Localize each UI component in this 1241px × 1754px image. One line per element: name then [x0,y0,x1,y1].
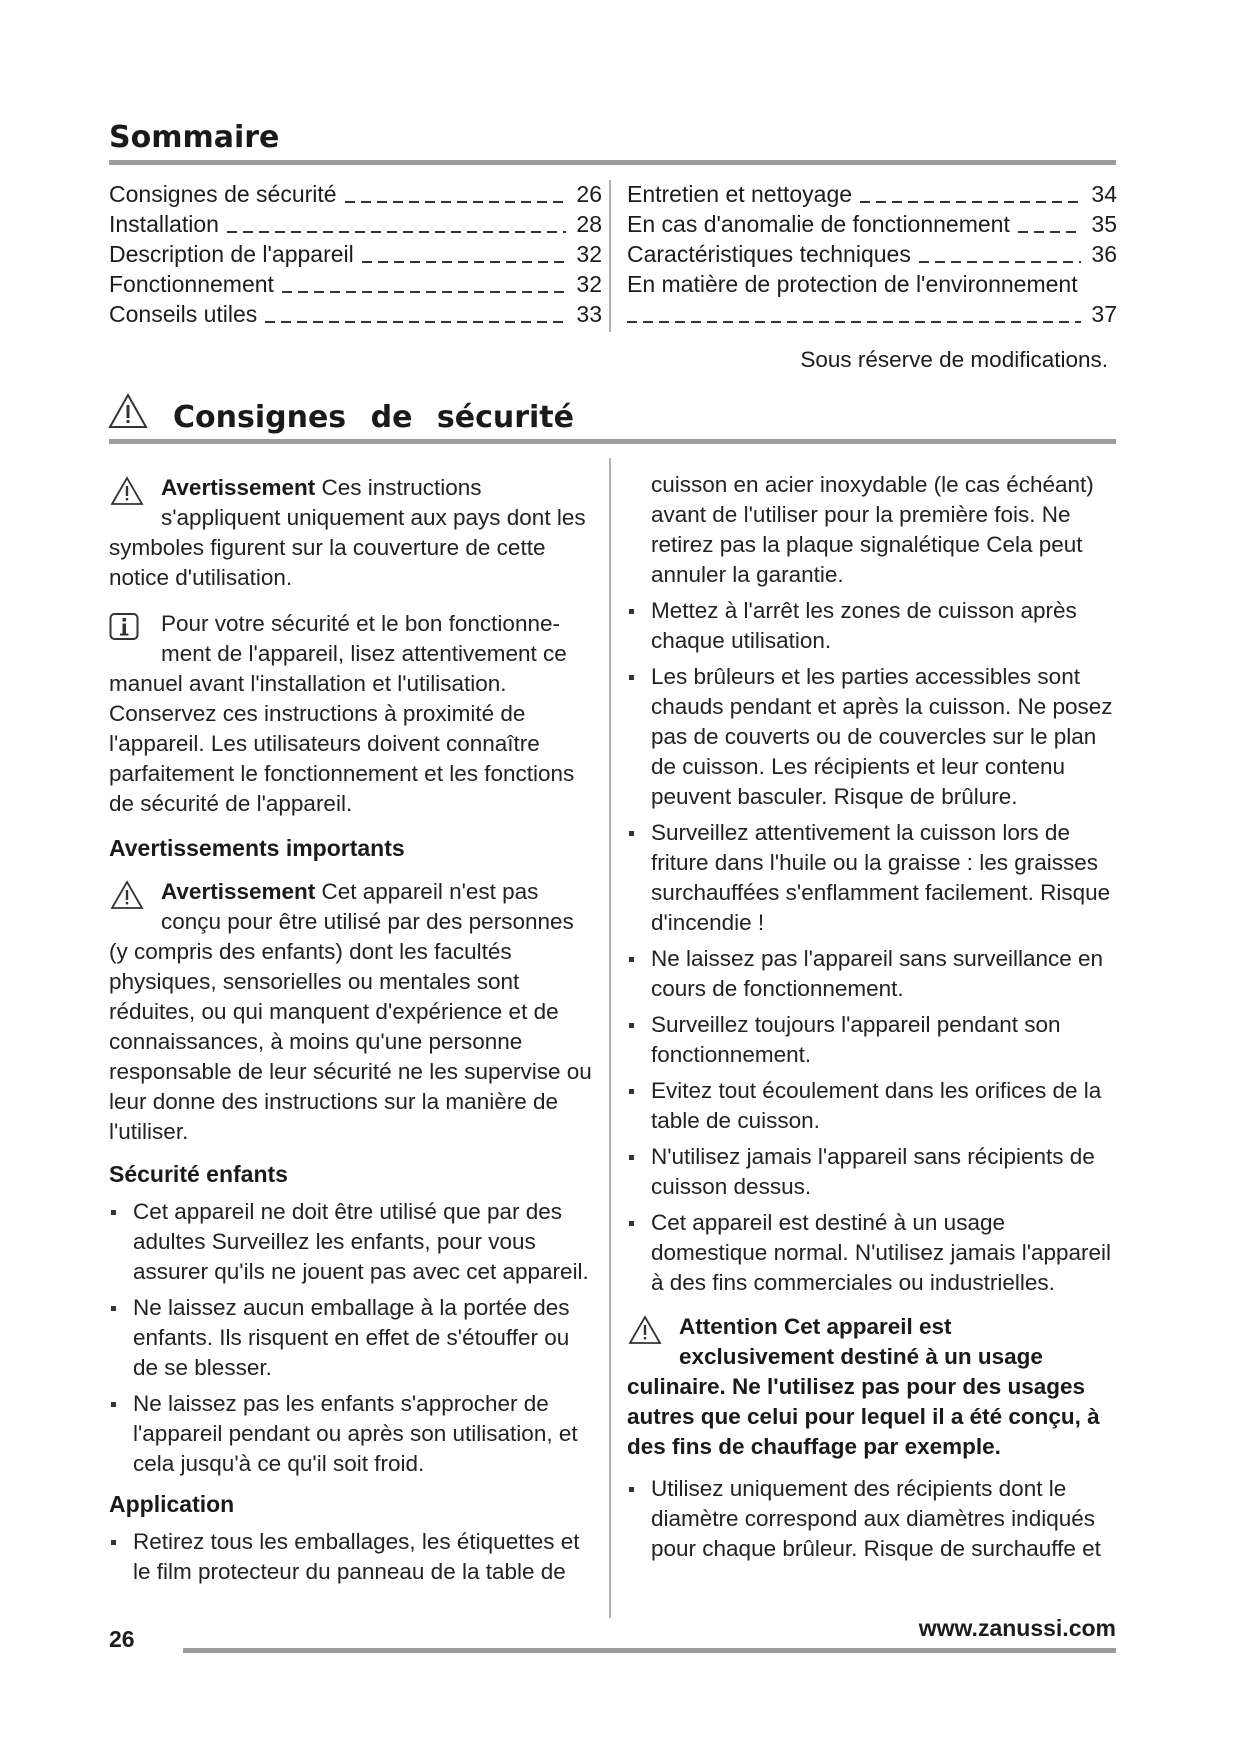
warning-triangle-icon [107,392,149,430]
info-icon [109,611,139,641]
toc-entry[interactable]: Consignes de sécurité 26 [109,181,602,207]
warning-text: conçu pour être utilisé par des personnes (y compris des enfants) dont les facultés physiques, sensorielles ou mentales sont réduites, ou qui manquent d'expérience et de connaissances, à moins qu'une personne responsable de leur sécurité ne les supervise ou leur donne des instructions sur la manière de l'utiliser. [109,909,592,1144]
list-item: Ne laissez aucun emballage à la portée des enfants. Ils risquent en effet de s'étouffer ou de se blesser. [109,1293,597,1383]
toc-column-divider [609,180,611,332]
safety-title: Consignes de sécurité [173,400,574,435]
toc-left-column [109,179,602,329]
list-item: Ne laissez pas l'appareil sans surveillance en cours de fonctionnement. [627,944,1119,1004]
warning-text: Cet appareil n'est pas [315,879,539,904]
attention-paragraph [627,1312,1119,1462]
list-item: Mettez à l'arrêt les zones de cuisson après chaque utilisation. [627,596,1119,656]
safety-title-rule [109,439,1116,444]
child-safety-heading: Sécurité enfants [109,1161,288,1187]
toc-entry[interactable]: En cas d'anomalie de fonctionnement 35 [627,211,1117,237]
website-link[interactable]: www.zanussi.com [918,1615,1116,1641]
list-item: Les brûleurs et les parties accessibles sont chauds pendant et après la cuisson. Ne posez pas de couverts ou de couvercles sur le plan de cuisson. Les récipients et leur contenu peuvent basculer. Risque de brûlure. [627,662,1119,812]
toc-entry[interactable]: 37 [627,299,1117,329]
list-item: N'utilisez jamais l'appareil sans récipients de cuisson dessus. [627,1142,1119,1202]
important-warnings-heading: Avertissements importants [109,835,405,861]
application-heading: Application [109,1491,235,1517]
warning-triangle-icon [109,879,145,911]
warning-triangle-icon [627,1314,663,1346]
page-number: 26 [109,1626,135,1652]
info-paragraph [109,609,597,819]
column-divider [609,458,611,1618]
list-item: Evitez tout écoulement dans les orifices de la table de cuisson. [627,1076,1119,1136]
toc-title-rule [109,160,1116,165]
toc-entry[interactable]: Conseils utiles 33 [109,301,602,327]
list-item: Surveillez toujours l'appareil pendant son fonctionnement. [627,1010,1119,1070]
modification-note: Sous réserve de modifications. [800,347,1108,372]
info-text: ment de l'appareil, lisez attentivement ce manuel avant l'installation et l'utilisation. Conservez ces instructions à proximité de l'appareil. Les utilisateurs doivent connaître parfaitement le fonctionnement et les fonctions de sécurité de l'appareil. [109,641,575,816]
toc-entry[interactable]: Fonctionnement 32 [109,271,602,297]
continued-text: cuisson en acier inoxydable (le cas échéant) avant de l'utiliser pour la première fois. Ne retirez pas la plaque signalétique Cela peut annuler la garantie. [651,472,1094,587]
toc-title: Sommaire [109,120,280,155]
toc-entry[interactable]: Installation 28 [109,211,602,237]
warning-paragraph [109,877,597,1147]
list-item: Cet appareil ne doit être utilisé que par des adultes Surveillez les enfants, pour vous assurer qu'ils ne jouent pas avec cet appareil. [109,1197,597,1287]
warning-text: Ces instructions [315,475,482,500]
list-item: Surveillez attentivement la cuisson lors de friture dans l'huile ou la graisse : les graisses surchauffées s'enflamment facilement. Risque d'incendie ! [627,818,1119,938]
info-text: Pour votre sécurité et le bon fonctionne- [161,611,560,636]
attention-text: exclusivement destiné à un usage culinaire. Ne l'utilisez pas pour des usages autres que celui pour lequel il a été conçu, à des fins de chauffage par exemple. [627,1344,1100,1459]
toc-entry[interactable]: Caractéristiques techniques 36 [627,241,1117,267]
list-item: Cet appareil est destiné à un usage domestique normal. N'utilisez jamais l'appareil à des fins commerciales ou industrielles. [627,1208,1119,1298]
footer-rule [183,1648,1116,1653]
list-item: Retirez tous les emballages, les étiquettes et le film protecteur du panneau de la table de [109,1527,597,1587]
left-column [109,473,597,1593]
attention-text: Attention Cet appareil est [679,1314,952,1339]
toc-entry[interactable]: En matière de protection de l'environnement [627,271,1078,297]
toc-entry[interactable]: Description de l'appareil 32 [109,241,602,267]
warning-label: Avertissement [161,879,316,904]
list-item: Utilisez uniquement des récipients dont le diamètre correspond aux diamètres indiqués pour chaque brûleur. Risque de surchauffe et [627,1474,1119,1564]
right-column [627,470,1119,1570]
toc-right-column [627,179,1117,329]
warning-text: s'appliquent uniquement aux pays dont les symboles figurent sur la couverture de cette notice d'utilisation. [109,505,586,590]
warning-label: Avertissement [161,475,316,500]
warning-paragraph [109,473,597,593]
toc-entry[interactable]: Entretien et nettoyage 34 [627,181,1117,207]
list-item: Ne laissez pas les enfants s'approcher de l'appareil pendant ou après son utilisation, et cela jusqu'à ce qu'il soit froid. [109,1389,597,1479]
warning-triangle-icon [109,475,145,507]
